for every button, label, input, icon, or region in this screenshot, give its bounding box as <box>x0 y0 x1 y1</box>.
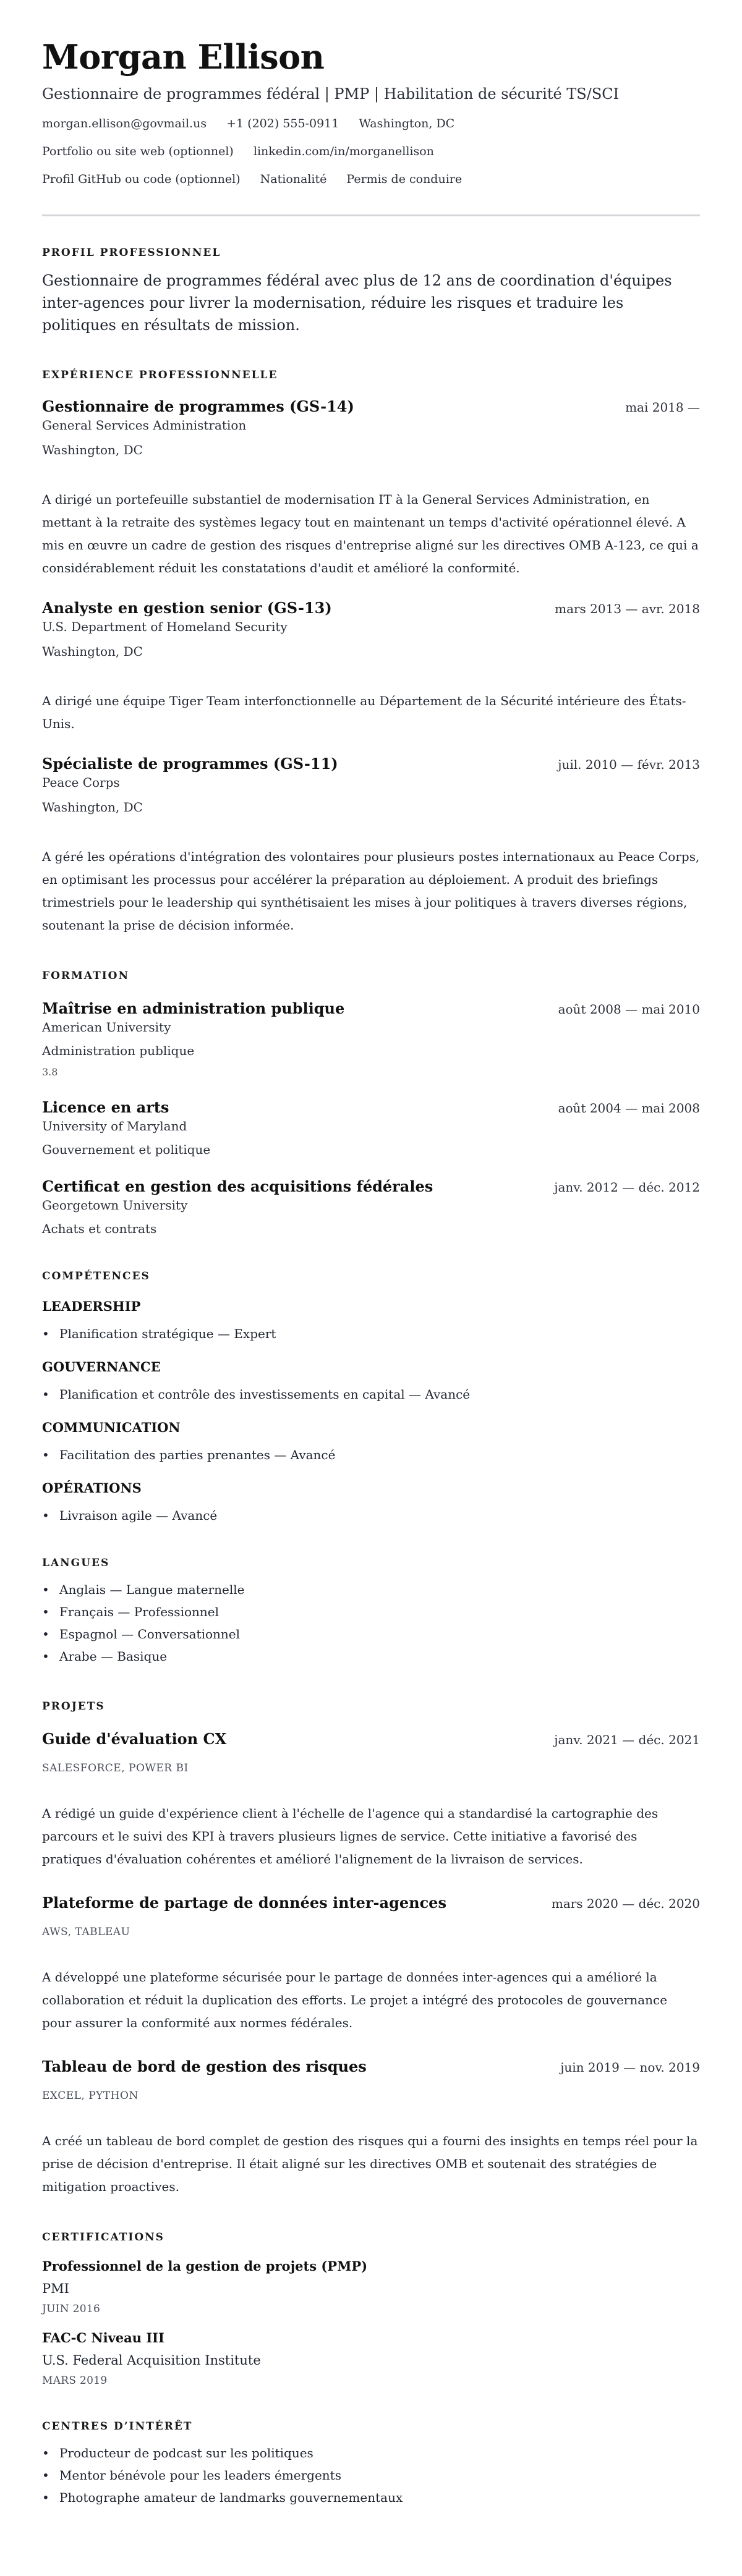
skill-list <box>42 1386 700 1403</box>
job-description: A dirigé une équipe Tiger Team interfonctionnelle au Département de la Sécurité intérieure des États-Unis. <box>42 693 686 731</box>
certification-issuer: U.S. Federal Acquisition Institute <box>42 2353 261 2368</box>
certification-name: Professionnel de la gestion de projets (PMP) <box>42 2258 368 2274</box>
skill-category: GOUVERNANCE <box>42 1359 161 1375</box>
job-location: Washington, DC <box>42 800 143 815</box>
degree-title: Licence en arts <box>42 1098 169 1116</box>
skills-section <box>42 1269 700 1524</box>
section-title-interests: CENTRES D’INTÉRÊT <box>42 2420 193 2433</box>
skill-item: • Facilitation des parties prenantes — Avancé <box>42 1446 700 1464</box>
header-divider <box>42 214 700 216</box>
interest-item: • Mentor bénévole pour les leaders émergents <box>42 2464 700 2486</box>
projects-section <box>42 1700 700 2198</box>
location-text: Washington, DC <box>359 117 455 130</box>
project-title: Tableau de bord de gestion des risques <box>42 2057 367 2075</box>
project-dates: juin 2019 — nov. 2019 <box>560 2060 700 2075</box>
job-dates: mars 2013 — avr. 2018 <box>555 601 700 616</box>
section-title-summary: PROFIL PROFESSIONNEL <box>42 247 221 259</box>
job-description: A dirigé un portefeuille substantiel de modernisation IT à la General Services Administration, en mettant à la retraite des systèmes legacy tout en maintenant un temps d'activité opérationnel élevé. A mis en œuvre un cadre de gestion des risques d'entreprise aligné sur les directives OMB A-123, ce qui a considérablement réduit les constatations d'audit et amélioré la conformité. <box>42 492 699 575</box>
linkedin-link[interactable]: linkedin.com/in/morganellison <box>253 145 434 158</box>
job-title: Spécialiste de programmes (GS-11) <box>42 755 338 773</box>
field-of-study: Administration publique <box>42 1043 195 1058</box>
phone-text: +1 (202) 555-0911 <box>226 117 339 130</box>
job-organization: Peace Corps <box>42 775 120 790</box>
section-title-languages: LANGUES <box>42 1557 110 1569</box>
field-of-study: Achats et contrats <box>42 1221 157 1236</box>
experience-item <box>42 397 700 580</box>
interest-item: • Producteur de podcast sur les politiques <box>42 2442 700 2464</box>
section-title-experience: EXPÉRIENCE PROFESSIONNELLE <box>42 369 278 381</box>
summary-section <box>42 246 700 336</box>
skill-item: • Planification et contrôle des investissements en capital — Avancé <box>42 1386 700 1403</box>
language-item: • Espagnol — Conversationnel <box>42 1623 700 1645</box>
contact-row-1 <box>42 115 700 132</box>
project-dates: janv. 2021 — déc. 2021 <box>554 1732 700 1747</box>
school-name: American University <box>42 1020 171 1035</box>
job-dates: juil. 2010 — févr. 2013 <box>558 757 700 772</box>
email-link[interactable]: morgan.ellison@govmail.us <box>42 117 207 130</box>
education-section <box>42 969 700 1237</box>
project-tech: EXCEL, PYTHON <box>42 2090 139 2102</box>
language-list <box>42 1578 700 1667</box>
project-title: Guide d'évaluation CX <box>42 1730 227 1748</box>
degree-title: Certificat en gestion des acquisitions fédérales <box>42 1177 433 1195</box>
github-link[interactable]: Profil GitHub ou code (optionnel) <box>42 172 241 186</box>
language-item: • Anglais — Langue maternelle <box>42 1578 700 1601</box>
experience-item <box>42 754 700 937</box>
job-location: Washington, DC <box>42 443 143 457</box>
certification-name: FAC-C Niveau III <box>42 2330 164 2345</box>
skill-list <box>42 1446 700 1464</box>
languages-section <box>42 1556 700 1667</box>
skill-category: OPÉRATIONS <box>42 1480 142 1496</box>
experience-item <box>42 598 700 735</box>
education-item <box>42 999 700 1079</box>
project-tech: SALESFORCE, POWER BI <box>42 1762 189 1774</box>
project-description: A créé un tableau de bord complet de gestion des risques qui a fourni des insights en temps réel pour la prise de décision d'entreprise. Il était aligné sur les directives OMB et soutenait des stratégies de mitigation proactives. <box>42 2133 698 2194</box>
project-description: A rédigé un guide d'expérience client à l'échelle de l'agence qui a standardisé la cartographie des parcours et le suivi des KPI à travers plusieurs lignes de service. Cette initiative a favorisé des pratiques d'évaluation cohérentes et amélioré l'alignement de la livraison de services. <box>42 1806 659 1866</box>
resume-header <box>42 37 700 216</box>
skill-category: LEADERSHIP <box>42 1299 141 1314</box>
project-item <box>42 2057 700 2198</box>
interest-item: • Photographe amateur de landmarks gouvernementaux <box>42 2486 700 2509</box>
school-name: University of Maryland <box>42 1119 187 1133</box>
school-name: Georgetown University <box>42 1198 188 1213</box>
driving-license-text: Permis de conduire <box>346 172 463 186</box>
degree-dates: août 2008 — mai 2010 <box>558 1002 700 1017</box>
summary-text: Gestionnaire de programmes fédéral avec plus de 12 ans de coordination d'équipes inter-agences pour livrer la modernisation, réduire les risques et traduire les politiques en résultats de mission. <box>42 272 672 334</box>
certification-date: JUIN 2016 <box>42 2303 101 2315</box>
job-title: Analyste en gestion senior (GS-13) <box>42 599 332 617</box>
candidate-name: Morgan Ellison <box>42 37 325 77</box>
job-organization: U.S. Department of Homeland Security <box>42 619 288 634</box>
certification-issuer: PMI <box>42 2281 69 2296</box>
portfolio-link[interactable]: Portfolio ou site web (optionnel) <box>42 145 234 158</box>
gpa: 3.8 <box>42 1066 58 1078</box>
education-item <box>42 1177 700 1237</box>
project-tech: AWS, TABLEAU <box>42 1926 130 1938</box>
education-item <box>42 1098 700 1158</box>
section-title-certifications: CERTIFICATIONS <box>42 2231 164 2243</box>
certification-date: MARS 2019 <box>42 2375 108 2387</box>
job-dates: mai 2018 — <box>625 400 700 415</box>
certification-item <box>42 2258 700 2316</box>
skill-item: • Planification stratégique — Expert <box>42 1325 700 1342</box>
skill-item: • Livraison agile — Avancé <box>42 1507 700 1524</box>
contact-row-2 <box>42 143 700 160</box>
section-title-education: FORMATION <box>42 970 130 982</box>
project-dates: mars 2020 — déc. 2020 <box>551 1896 700 1911</box>
certifications-section <box>42 2231 700 2387</box>
nationality-text: Nationalité <box>260 172 327 186</box>
project-description: A développé une plateforme sécurisée pour le partage de données inter-agences qui a amélioré la collaboration et réduit la duplication des efforts. Le projet a intégré des protocoles de gouvernance pour assurer la conformité aux normes fédérales. <box>42 1970 668 2030</box>
language-item: • Français — Professionnel <box>42 1601 700 1623</box>
project-item <box>42 1729 700 1871</box>
job-description: A géré les opérations d'intégration des volontaires pour plusieurs postes internationaux au Peace Corps, en optimisant les processus pour accélérer la préparation au déploiement. A produit des briefings trimestriels pour le leadership qui synthétisaient les mises à jour politiques à travers diverses régions, soutenant la prise de décision informée. <box>42 849 700 933</box>
job-organization: General Services Administration <box>42 418 247 433</box>
job-title: Gestionnaire de programmes (GS-14) <box>42 397 354 415</box>
job-location: Washington, DC <box>42 644 143 659</box>
language-item: • Arabe — Basique <box>42 1645 700 1667</box>
section-title-projects: PROJETS <box>42 1700 105 1713</box>
interests-section <box>42 2420 700 2509</box>
interest-list <box>42 2442 700 2509</box>
experience-section <box>42 368 700 937</box>
field-of-study: Gouvernement et politique <box>42 1142 211 1157</box>
contact-row-3 <box>42 171 700 188</box>
headline: Gestionnaire de programmes fédéral | PMP | Habilitation de sécurité TS/SCI <box>42 85 620 103</box>
skill-list <box>42 1325 700 1342</box>
skill-list <box>42 1507 700 1524</box>
degree-dates: août 2004 — mai 2008 <box>558 1101 700 1116</box>
project-item <box>42 1893 700 2035</box>
skill-category: COMMUNICATION <box>42 1420 181 1435</box>
project-title: Plateforme de partage de données inter-agences <box>42 1894 446 1912</box>
section-title-skills: COMPÉTENCES <box>42 1270 150 1282</box>
degree-dates: janv. 2012 — déc. 2012 <box>554 1180 700 1195</box>
degree-title: Maîtrise en administration publique <box>42 999 345 1017</box>
certification-item <box>42 2329 700 2387</box>
